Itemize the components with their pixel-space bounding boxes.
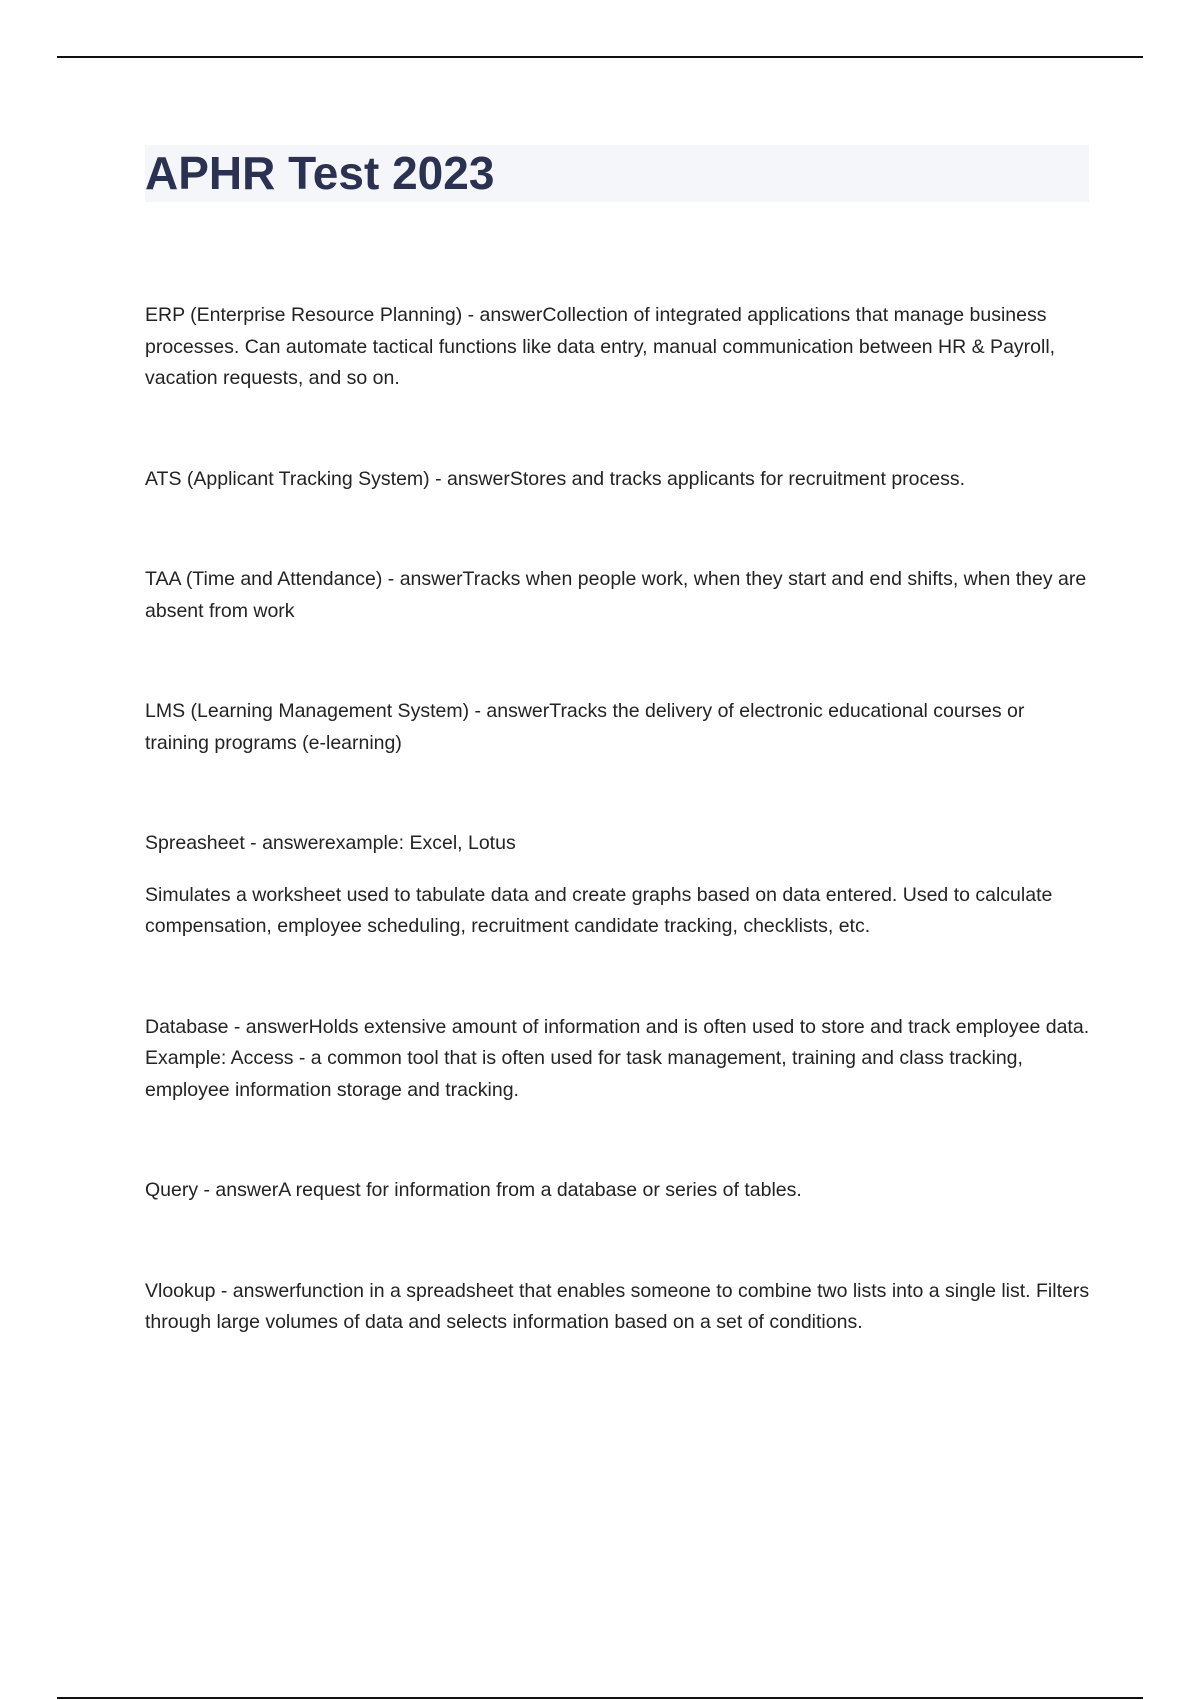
flashcard-entry-database: [145, 1012, 1090, 1107]
entry-text: Database - answerHolds extensive amount of information and is often used to store and track employee data. Example: Access - a common tool that is often used for task management, training and class tracking, employee information storage and tracking.: [145, 1015, 1090, 1101]
document-title: APHR Test 2023: [145, 147, 495, 199]
flashcard-entry-erp: [145, 300, 1090, 395]
entry-text: Query - answerA request for information from a database or series of tables.: [145, 1179, 802, 1201]
entry-text: Spreasheet - answerexample: Excel, Lotus: [145, 832, 516, 854]
footer-divider: [57, 1697, 1143, 1699]
entry-text-continued: Simulates a worksheet used to tabulate data and create graphs based on data entered. Used to calculate compensation, employee scheduling, recruitment candidate tracking, checklists, etc.: [145, 883, 1053, 937]
flashcard-entry-vlookup: [145, 1276, 1090, 1339]
entry-text: ERP (Enterprise Resource Planning) - answerCollection of integrated applications that manage business processes. Can automate tactical functions like data entry, manual communication between HR & Payroll, vacation requests, and so on.: [145, 304, 1056, 389]
entry-text: ATS (Applicant Tracking System) - answerStores and tracks applicants for recruitment process.: [145, 467, 966, 490]
flashcard-entry-taa: [145, 564, 1090, 627]
entry-text: LMS (Learning Management System) - answerTracks the delivery of electronic educational courses or training programs (e-learning): [145, 700, 1025, 754]
entry-text: TAA (Time and Attendance) - answerTracks when people work, when they start and end shifts, when they are absent from work: [145, 568, 1087, 622]
flashcard-entry-lms: [145, 696, 1090, 759]
flashcard-entry-spreadsheet: [145, 828, 1090, 943]
flashcard-entry-ats: [145, 464, 1090, 496]
flashcard-entry-query: [145, 1175, 1090, 1207]
header-divider: [57, 56, 1143, 58]
entry-text: Vlookup - answerfunction in a spreadsheet that enables someone to combine two lists into a single list. Filters through large volumes of data and selects information based on a set of conditions.: [145, 1279, 1090, 1333]
flashcard-list: [145, 300, 1090, 1339]
